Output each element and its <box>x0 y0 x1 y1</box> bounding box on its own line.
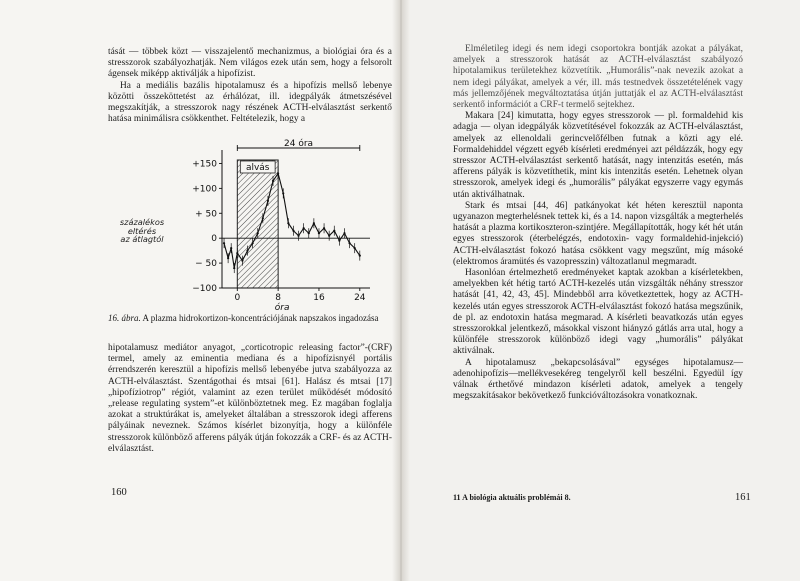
data-point <box>227 257 229 259</box>
data-point <box>313 222 315 224</box>
right-paragraph-5: A hipotalamusz „bekapcsolásával” egységes hipotalamusz—adenohipofízis—mellékvesekéreg tengelyről kell beszélni. Egyedül így válnak érthetővé mindazon kísérleti adatok, amelyek a tengely megszakításakor bekövetkező funkcióváltozásokra vonatkoznak. <box>453 357 743 402</box>
x-tick-label: 8 <box>275 293 282 303</box>
data-point <box>223 242 225 244</box>
data-point <box>287 222 289 224</box>
x-tick-label: 16 <box>313 293 325 303</box>
data-point <box>328 235 330 237</box>
footer-note: 11 A biológia aktuális problémái 8. <box>453 493 571 502</box>
data-point <box>297 235 299 237</box>
data-point <box>267 200 269 202</box>
left-paragraph-1: tását — többek közt — visszajelentő mechanizmus, a biológiai óra és a stresszorok szabályozhatják. Nem világos ezek után sem, hogy a felsorolt ágensek miképp aktiválják a hipofízist. <box>108 47 392 80</box>
data-point <box>230 247 232 249</box>
x-tick-label: 24 <box>354 293 366 303</box>
caption-text: A plazma hidrokortizon-koncentrációjának napszakos ingadozása <box>142 313 379 323</box>
data-point <box>323 227 325 229</box>
y-tick-label: + 50 <box>195 209 217 220</box>
ylabel-line: eltérés <box>127 225 157 236</box>
sleep-shaded-region <box>237 160 278 288</box>
data-point <box>348 242 350 244</box>
data-point <box>241 260 243 262</box>
data-point <box>233 267 235 269</box>
right-paragraph-3: Stark és mtsai [44, 46] patkányokat két héten keresztül naponta ugyanazon megterhelésnek tettek ki, és a 14. napon vizsgálták a megterhelés hatását a plazma kortikoszteron-szintjére. Megállapították, hogy két hét után egyes stresszorok (éterbelégzés, endotoxin- vagy formaldehid-injekció) ACTH-elválasztást fokozó hatása csökkent vagy megszűnt, míg másoké (elektromos áramütés és vazopresszin) változatlanul megmaradt. <box>453 200 743 267</box>
ylabel-line: az átlagtól <box>120 234 164 245</box>
right-paragraph-2: Makara [24] kimutatta, hogy egyes stresszorok — pl. formaldehid kis adagja — olyan idegpályák közvetítésével fokozzák az ACTH-elválasztást, amelyek az ellenoldali gerincvelőfélben futnak a közti agy elé. Formaldehiddel végzett egyéb kísérleti eredményei azt példázzák, hogy egy stresszor ACTH-elválasztást serkentő hatását, nagy intenzitás esetén, más afferens pályák is közvetíthetik, mint kis intenzitás esetén. Lehetnek olyan stresszorok, amelyek idegi és „humorális” pályákat egyszerre vagy egymás után aktiválhatnak. <box>453 111 743 200</box>
right-paragraph-1: Elméletileg idegi és nem idegi csoportokra bontják azokat a pályákat, amelyek a stresszorok hatását az ACTH-elválasztást szabályozó hipotalamikus területekhez közvetítik. „Humorális”-nak nevezik azokat a nem idegi pályákat, amelyek a vér, ill. más testnedvek összetételének vagy más jellemzőjének megváltoztatása útján juttatják el az ACTH-elválasztást serkentő információt a CRF-t termelő sejtekhez. <box>453 44 743 111</box>
data-point <box>333 230 335 232</box>
left-page-bottom-text <box>108 343 392 455</box>
data-point <box>257 232 259 234</box>
data-point <box>338 240 340 242</box>
x-tick-label: 0 <box>234 293 241 303</box>
hydrocortisone-chart <box>108 138 392 312</box>
data-point <box>303 227 305 229</box>
right-page-text <box>453 44 743 403</box>
figure-caption <box>108 313 392 324</box>
data-point <box>318 232 320 234</box>
data-point <box>308 232 310 234</box>
data-point <box>262 217 264 219</box>
sleep-label: alvás <box>245 162 270 173</box>
data-point <box>272 180 274 182</box>
x-axis-label: óra <box>274 303 290 312</box>
y-tick-label: +150 <box>192 159 217 170</box>
data-point <box>277 172 279 174</box>
data-point <box>236 252 238 254</box>
book-gutter <box>392 0 410 581</box>
left-paragraph-2: Ha a mediális bazális hipotalamusz és a hipofízis mellső lebenye közötti összeköttetést az érhálózat, ill. idegpályák átmetszésével megszakítják, a stresszorok nagy részének ACTH-elválasztást serkentő hatása minimálisra csökkenthet. Feltételezik, hogy a <box>108 80 392 125</box>
page-number-right: 161 <box>735 492 751 503</box>
bracket-label: 24 óra <box>284 139 314 149</box>
y-tick-label: +100 <box>192 184 217 195</box>
right-paragraph-4: Hasonlóan értelmezhető eredményeket kaptak azokban a kísérletekben, amelyekben két hétig tartó ACTH-kezelés után vizsgálták néhány stresszor hatását [41, 42, 43, 45]. Mindebből arra következtettek, hogy az ACTH-kezelés után egyes stresszorok ACTH-elválasztást fokozó hatása megszűnik, de pl. az endotoxin hatása megmarad. A kísérleti beavatkozás után egyes stresszorokkal jelentkező, másokkal viszont hiányzó gátlás arra utal, hogy a különféle stresszorok különböző idegi vagy „humorális” pályákat aktiválnak. <box>453 268 743 357</box>
y-tick-label: 0 <box>211 234 217 245</box>
data-point <box>354 247 356 249</box>
caption-label: 16. ábra. <box>108 313 141 323</box>
data-point <box>252 242 254 244</box>
page-number-left: 160 <box>111 487 127 498</box>
y-tick-label: − 50 <box>195 259 217 270</box>
left-page-top-text <box>108 47 392 125</box>
data-point <box>359 255 361 257</box>
data-point <box>343 232 345 234</box>
left-paragraph-3: hipotalamusz mediátor anyagot, „corticotropic releasing factor”-(CRF) termel, amely az eminentia mediana és a hipofízisnyél portális érrendszerén keresztül a hipofízis mellső lebenyébe jutva szabályozza az ACTH-elválasztást. Szentágothai és mtsai [61]. Halász és mtsai [17] „hipofíziotrop” régiót, valamint az ezen terület működését módosító „release regulating system”-et különböztetnek meg. Ez magában foglalja azokat a struktúrákat is, amelyeket általában a stresszorok idegi afferens pályáinak neveznek. Számos kísérlet bizonyítja, hogy a különféle stresszorok különböző afferens pályák útján fokozzák a CRF- és az ACTH-elválasztást. <box>108 343 392 454</box>
data-point <box>282 192 284 194</box>
data-point <box>292 230 294 232</box>
ylabel-line: százalékos <box>119 217 165 227</box>
data-point <box>246 250 248 252</box>
y-tick-label: −100 <box>192 284 217 294</box>
